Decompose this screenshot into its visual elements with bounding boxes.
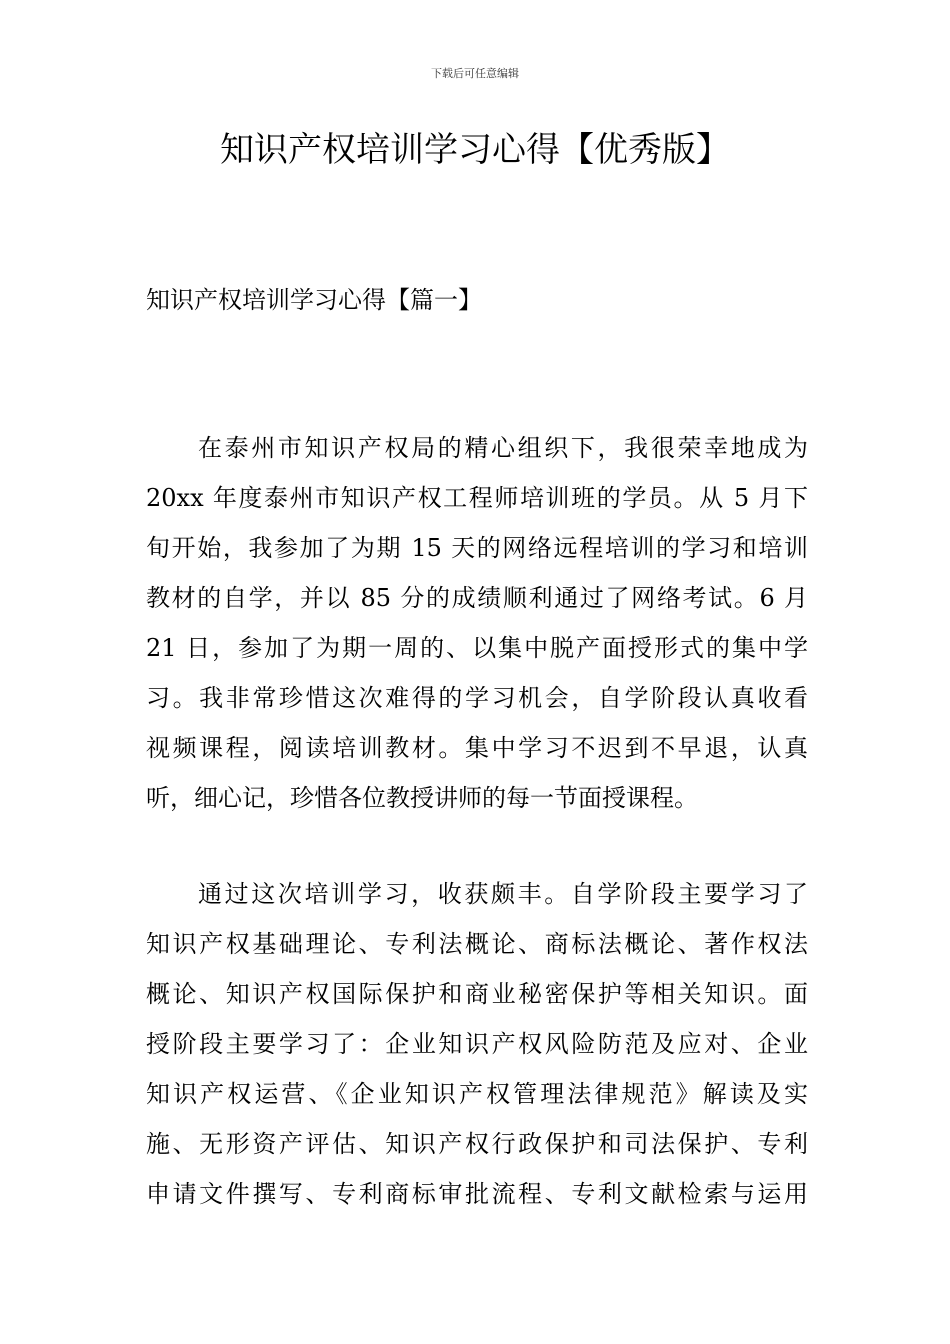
paragraph-line: 21 日，参加了为期一周的、以集中脱产面授形式的集中学 [146,634,808,662]
paragraph-line: 教材的自学，并以 85 分的成绩顺利通过了网络考试。6 月 [146,584,808,612]
document-title: 知识产权培训学习心得【优秀版】 [220,130,730,170]
paragraph-2 [146,869,808,1219]
paragraph-line: 通过这次培训学习，收获颇丰。自学阶段主要学习了 [198,880,808,908]
paragraph-line: 视频课程，阅读培训教材。集中学习不迟到不早退，认真 [146,734,808,762]
paragraph-line: 知识产权运营、《企业知识产权管理法律规范》解读及实 [146,1080,808,1108]
paragraph-1 [146,423,808,823]
paragraph-line: 知识产权基础理论、专利法概论、商标法概论、著作权法 [146,930,808,958]
paragraph-line: 旬开始，我参加了为期 15 天的网络远程培训的学习和培训 [146,534,808,562]
header-note: 下载后可任意编辑 [431,67,519,80]
paragraph-line: 概论、知识产权国际保护和商业秘密保护等相关知识。面 [146,980,808,1008]
paragraph-line: 习。我非常珍惜这次难得的学习机会，自学阶段认真收看 [146,684,808,712]
paragraph-line: 听，细心记，珍惜各位教授讲师的每一节面授课程。 [146,784,698,812]
paragraph-line: 施、无形资产评估、知识产权行政保护和司法保护、专利 [146,1130,808,1158]
section-heading: 知识产权培训学习心得【篇一】 [146,286,482,314]
paragraph-line: 在泰州市知识产权局的精心组织下，我很荣幸地成为 [198,434,808,462]
paragraph-line: 20xx 年度泰州市知识产权工程师培训班的学员。从 5 月下 [146,484,808,512]
paragraph-line: 申请文件撰写、专利商标审批流程、专利文献检索与运用 [146,1180,808,1208]
paragraph-line: 授阶段主要学习了：企业知识产权风险防范及应对、企业 [146,1030,808,1058]
